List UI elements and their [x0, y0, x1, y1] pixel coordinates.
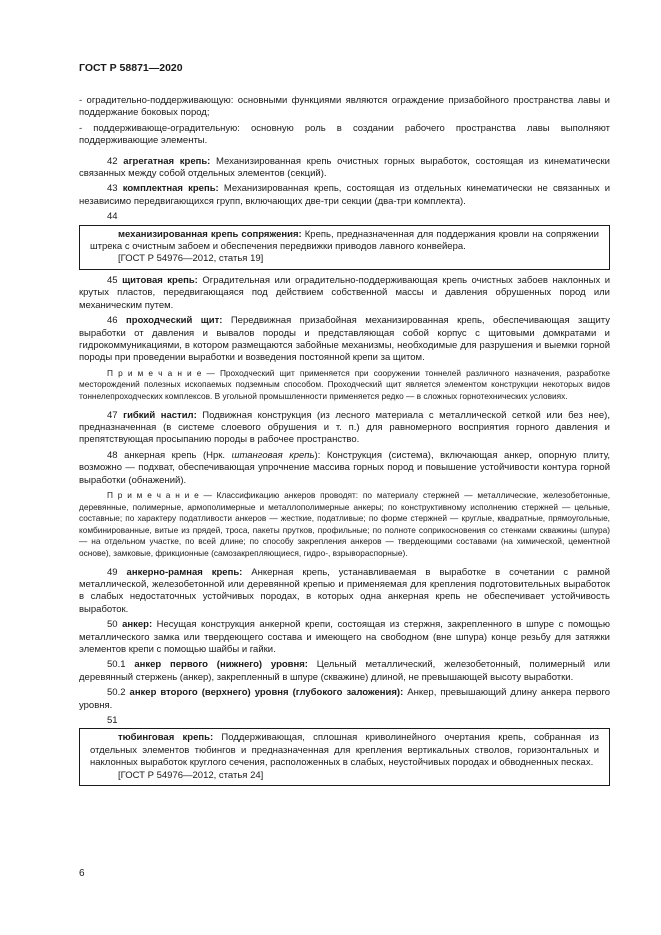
page-number: 6	[79, 868, 85, 879]
term-title: механизированная крепь сопряжения:	[118, 228, 302, 240]
standard-header: ГОСТ Р 58871—2020	[79, 62, 183, 74]
term-51-reference: [ГОСТ Р 54976—2012, статья 24]	[118, 769, 264, 781]
term-number: 49	[107, 566, 118, 578]
note-label: П р и м е ч а н и е	[107, 489, 199, 500]
term-49	[79, 567, 610, 617]
term-definition: Механизированная крепь, состоящая из отдельных кинематически не связанных и независимо передвигающихся групп, включающих две-три секции (два-три комплекта).	[79, 183, 610, 207]
term-definition: Анкер, превышающий длину анкера первого уровня.	[79, 687, 610, 711]
term-number: 50.1	[107, 659, 126, 671]
term-number: 43	[107, 183, 118, 195]
term-definition: Крепь, предназначенная для поддержания кровли на сопряжении штрека с очистным забоем и обеспечения передвижки приводов лавного конвейера.	[90, 228, 599, 253]
term-definition: Поддерживающая, сплошная криволинейного очертания крепь, собранная из отдельных элементов тюбингов и предназначенная для крепления вертикальных стволов, горизонтальных и наклонных выработок круглого сечения, расположенных в слабых, неустойчивых породах и обводненных песках.	[90, 732, 599, 769]
term-50	[79, 619, 610, 656]
term-definition: Цельный металлический, железобетонный, полимерный или деревянный стержень (анкер), закрепленный в шпуре (скважине) длиной, не превышающей высоту выработки.	[79, 659, 611, 683]
term-50-2	[79, 687, 610, 712]
term-title: анкер второго (верхнего) уровня (глубокого заложения):	[129, 687, 404, 699]
term-48	[79, 450, 610, 487]
term-definition: Подвижная конструкция (из лесного материала с металлической сеткой или без нее), предназначенная (в системе слоевого обрушения и т. п.) для равномерного восприятия горного давления и препятствующая просыпанию породы в рабочее пространство.	[79, 409, 610, 446]
term-title: тюбинговая крепь:	[118, 732, 214, 744]
term-51-box	[79, 728, 610, 786]
term-deprecated: штанговая крепь	[231, 449, 315, 461]
note-text: — Проходческий щит применяется при сооружении тоннелей различного назначения, разработке месторождений полезных ископаемых подземным способом. Проходческий щит является элементом конструкции некоторых видов тоннелепроходческих комплексов. В угольной промышленности применяется редко — в сложных горнотехнических условиях.	[79, 367, 610, 401]
term-44-number: 44	[107, 211, 118, 223]
term-definition: Передвижная призабойная механизированная крепь, обеспечивающая защиту выработки от давления и вывалов породы и представляющая собой корпус с щитовыми домкратами и гидрокоммуникациями, в котором размещаются забойные механизмы, необходимые для разрушения и выемки горной породы при проведении выработки и возведения постоянной крепи за щитом.	[79, 315, 611, 364]
term-number: 48	[107, 449, 118, 461]
term-number: 45	[107, 274, 118, 286]
term-number: 47	[107, 409, 118, 421]
term-51	[90, 732, 599, 769]
intro-item-1: - оградительно-поддерживающую: основными функциями являются ограждение призабойного пространства лавы и поддержание боковых пород;	[79, 95, 610, 119]
term-number: 50	[107, 619, 118, 631]
term-43	[79, 183, 610, 208]
term-44-box	[79, 225, 610, 270]
term-44	[90, 229, 599, 254]
term-number: 46	[107, 315, 118, 327]
term-title: анкерная крепь (Нрк.	[117, 449, 232, 461]
term-title: анкерно-рамная крепь:	[126, 566, 243, 578]
note-48	[79, 490, 610, 560]
term-title: анкер первого (нижнего) уровня:	[134, 659, 308, 671]
term-title: агрегатная крепь:	[123, 155, 211, 167]
term-number: 42	[107, 155, 118, 167]
term-50-1	[79, 659, 610, 684]
term-44-reference: [ГОСТ Р 54976—2012, статья 19]	[118, 253, 264, 265]
term-42	[79, 156, 610, 181]
term-title: гибкий настил:	[123, 409, 197, 421]
document-body	[79, 95, 610, 791]
term-definition: Оградительная или оградительно-поддерживающая крепь очистных забоев наклонных и крутых пластов, передвигающаяся под действием собственной массы и давления обрушенных пород или механическим путем.	[79, 274, 611, 311]
note-label: П р и м е ч а н и е	[107, 367, 202, 378]
term-45	[79, 275, 610, 312]
term-number: 50.2	[107, 687, 126, 699]
term-51-number: 51	[107, 714, 118, 726]
intro-item-2: - поддерживающе-оградительную: основную роль в создании рабочего пространства лавы выполняют поддерживающие элементы.	[79, 122, 610, 147]
term-47	[79, 410, 610, 447]
term-title: проходческий щит:	[126, 315, 223, 327]
term-definition: ): Конструкция (система), включающая анкер, опорную плиту, возможно — подхват, обеспечивающая упрочнение массива горных пород и повышение устойчивости контура горной выработки (обнажений).	[79, 449, 611, 486]
term-46	[79, 315, 610, 365]
note-text: — Классификацию анкеров проводят: по материалу стержней — металлические, железобетонные, деревянные, полимерные, армополимерные и металлополимерные анкеры; по конструктивному исполнению стержней — цельные, составные; по характеру податливости анкеров — жесткие, податливые; по форме стержней — круглые, квадратные, прямоугольные, комбинированные, витые из прядей, троса, пакеты прутков, профильные; по полноте соприкосновения со стенками скважины (шпура) — на отдельном участке, по всей длине; по способу закрепления анкеров — твердеющими составами (на химической, цементной основе), замковые, фрикционные (самозакрепляющиеся, гидро-, взрывораспорные).	[79, 489, 611, 558]
term-title: комплектная крепь:	[122, 183, 219, 195]
note-46	[79, 368, 610, 403]
term-definition: Несущая конструкция анкерной крепи, состоящая из стержня, закрепленного в шпуре с помощью металлического замка или твердеющего состава и имеющего на свободном (вне шпура) конце резьбу для затяжки элементов крепи с помощью шайбы и гайки.	[79, 619, 610, 655]
term-definition: Механизированная крепь очистных горных выработок, состоящая из кинематически связанных между собой отдельных элементов (секций).	[79, 155, 610, 180]
term-definition: Анкерная крепь, устанавливаемая в выработке в сочетании с рамной металлической, железобетонной или деревянной крепью и применяемая для крепления подготовительных выработок в слабых недостаточных устойчивых породах, в которых одна анкерная крепь не обеспечивает устойчивость выработок.	[79, 566, 611, 615]
term-title: анкер:	[122, 619, 153, 631]
term-title: щитовая крепь:	[122, 274, 198, 286]
